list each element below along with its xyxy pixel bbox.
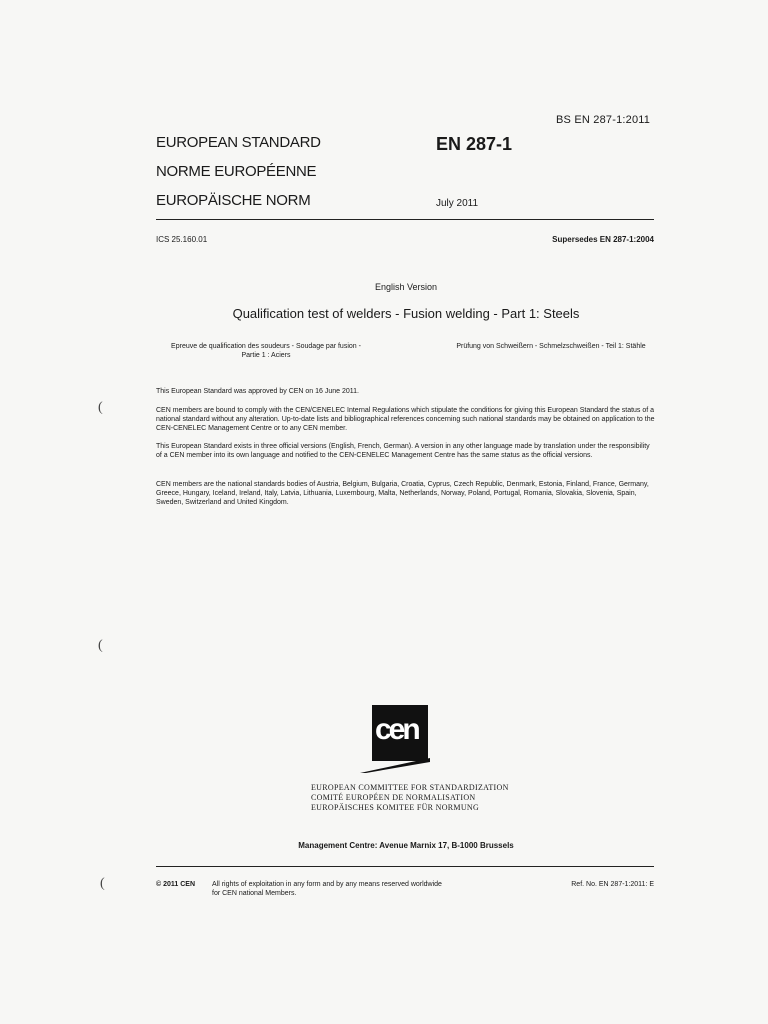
committee-name-en: EUROPEAN COMMITTEE FOR STANDARDIZATION	[311, 783, 509, 792]
approval-paragraph: This European Standard was approved by CEN on 16 June 2011.	[156, 388, 359, 395]
scan-mark: (	[98, 400, 103, 415]
cen-logo	[372, 705, 428, 761]
cen-logo-text: cen	[375, 713, 418, 746]
title-french: Epreuve de qualification des soudeurs - Soudage par fusion - Partie 1 : Aciers	[171, 343, 361, 359]
language-version: English Version	[374, 282, 438, 292]
members-paragraph: CEN members are the national standards bodies of Austria, Belgium, Bulgaria, Croatia, Cyprus, Czech Republic, Denmark, Estonia, Finland, France, Germany, Greece, Hungary, Iceland, Ireland, Italy, Latvia, Lithuania, Luxembourg, Malta, Netherlands, Norway, Poland, Portugal, Romania, Slovakia, Slovenia, Spain, Sweden, Switzerland and United Kingdom.	[156, 481, 649, 506]
scan-mark: (	[100, 876, 105, 891]
header-divider	[156, 219, 654, 220]
document-title: Qualification test of welders - Fusion welding - Part 1: Steels	[232, 306, 580, 321]
rights-statement: All rights of exploitation in any form and by any means reserved worldwide for CEN national Members.	[212, 881, 442, 897]
standard-name-en: EUROPEAN STANDARD	[156, 134, 321, 151]
standard-name-de: EUROPÄISCHE NORM	[156, 192, 311, 209]
committee-names	[311, 783, 509, 813]
committee-name-de: EUROPÄISCHES KOMITEE FÜR NORMUNG	[311, 803, 480, 812]
versions-paragraph: This European Standard exists in three official versions (English, French, German). A version in any other language made by translation under the responsibility of a CEN member into its own language and notified to the CEN-CENELEC Management Centre has the same status as the official versions.	[156, 443, 650, 459]
supersedes-note: Supersedes EN 287-1:2004	[552, 235, 654, 244]
bs-reference: BS EN 287-1:2011	[556, 114, 651, 126]
ics-code: ICS 25.160.01	[156, 235, 208, 244]
committee-name-fr: COMITÉ EUROPÉEN DE NORMALISATION	[311, 793, 476, 802]
standard-name-fr: NORME EUROPÉENNE	[156, 163, 317, 180]
copyright: © 2011 CEN	[156, 881, 196, 888]
standard-number: EN 287-1	[436, 134, 513, 154]
cen-logo-swoosh	[360, 758, 430, 774]
management-centre: Management Centre: Avenue Marnix 17, B-1000 Brussels	[298, 841, 514, 850]
footer-divider	[156, 866, 654, 867]
reference-number: Ref. No. EN 287-1:2011: E	[571, 881, 654, 888]
publication-date: July 2011	[436, 198, 479, 209]
title-german: Prüfung von Schweißern - Schmelzschweißen - Teil 1: Stähle	[456, 343, 646, 350]
regulations-paragraph: CEN members are bound to comply with the CEN/CENELEC Internal Regulations which stipulate the conditions for giving this European Standard the status of a national standard without any alteration. Up-to-date lists and bibliographical references concerning such national standards may be obtained on application to the CEN-CENELEC Management Centre or to any CEN member.	[156, 407, 655, 432]
scan-mark: (	[98, 638, 103, 653]
